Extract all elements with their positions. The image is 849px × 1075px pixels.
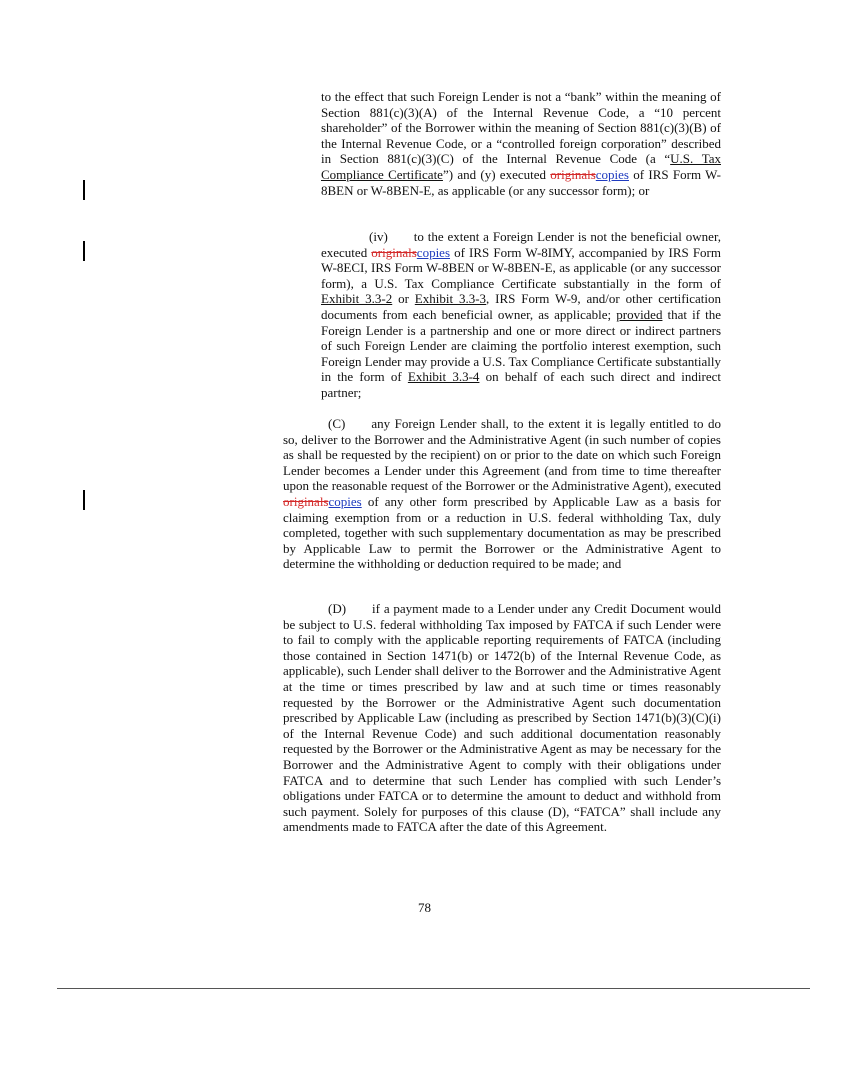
inserted-text: copies [328,493,362,509]
text-run: that if the Foreign Lender is a partnership and one or more direct or indirect partners of such Foreign Lender are claiming the portfolio interest exemption, such Foreign Lender may provide a U.S. Tax Compliance Certificate substantially in the form of [321,306,721,385]
clause-label: (iv) [369,229,388,244]
change-bar [83,241,85,261]
exhibit-reference: Exhibit 3.3-3 [414,291,487,307]
paragraph-d [283,601,721,835]
footer-divider [57,988,810,989]
text-run: if a payment made to a Lender under any Credit Document would be subject to U.S. federal withholding Tax imposed by FATCA if such Lender were to fail to comply with the applicable reporting requirements of FATCA (including those contained in Section 1471(b) or 1472(b) of the Internal Revenue Code, as applicable), such Lender shall deliver to the Borrower and the Administrative Agent at the time or times prescribed by law and at such time or times reasonably requested by the Borrower or the Administrative Agent such documentation prescribed by Applicable Law (including as prescribed by Section 1471(b)(3)(C)(i) of the Internal Revenue Code) and such additional documentation reasonably requested by the Borrower or the Administrative Agent as may be necessary for the Borrower and the Administrative Agent to comply with their obligations under FATCA and to determine that such Lender has complied with such Lender’s obligations under FATCA or to determine the amount to deduct and withhold from such payment. Solely for purposes of this clause (D), “FATCA” shall include any amendments made to FATCA after the date of this Agreement. [283,601,721,835]
text-run: or [392,291,415,307]
text-run: to the effect that such Foreign Lender is not a “bank” within the meaning of Section 881(c)(3)(A) of the Internal Revenue Code, a “10 percent shareholder” of the Borrower within the meaning of Section 881(c)(3)(B) of the Internal Revenue Code, or a “controlled foreign corporation” described in Section 881(c)(3)(C) of the Internal Revenue Code (a “ [321,89,721,167]
text-run: to the extent a Foreign Lender is not the beneficial owner, executed [321,229,721,260]
change-bar [83,490,85,510]
text-run: of any other form prescribed by Applicable Law as a basis for claiming exemption from or a reduction in U.S. federal withholding Tax, duly completed, together with such supplementary documentation as may be prescribed by Applicable Law to permit the Borrower or the Administrative Agent to determine the withholding or deduction required to be made; and [283,493,721,572]
clause-label: (D) [328,601,347,616]
text-run: of IRS Form W-8BEN or W-8BEN-E, as applicable (or any successor form); or [321,166,721,198]
deleted-text: originals [283,493,329,509]
deleted-text: originals [371,244,417,260]
text-run: on behalf of each such direct and indirect partner; [321,369,722,400]
text-run: ”) and (y) executed [442,166,551,182]
change-bar [83,180,85,200]
page-number: 78 [418,900,431,915]
inserted-text: copies [595,166,629,182]
inserted-text: copies [416,244,451,260]
text-run: any Foreign Lender shall, to the extent it is legally entitled to do so, deliver to the Borrower and the Administrative Agent (in such number of copies as shall be requested by the recipient) on or prior to the date on which such Foreign Lender becomes a Lender under this Agreement (and from time to time thereafter upon the reasonable request of the Borrower or the Administrative Agent), executed [283,416,721,494]
text-run: of IRS Form W-8IMY, accompanied by IRS Form W-8ECI, IRS Form W-8BEN or W-8BEN-E, as applicable (or any successor form), a U.S. Tax Compliance Certificate substantially in the form of [321,244,721,291]
text-run: , IRS Form W-9, and/or other certification documents from each beneficial owner, as applicable; [321,291,721,322]
deleted-text: originals [550,166,596,182]
clause-label: (C) [328,416,346,431]
provided-term: provided [616,306,663,322]
exhibit-reference: Exhibit 3.3-4 [407,369,480,385]
paragraph-iv [321,229,721,401]
exhibit-reference: Exhibit 3.3-2 [321,291,393,307]
paragraph-c [283,416,721,572]
defined-term: U.S. Tax Compliance Certificate [321,151,721,182]
paragraph-tax-certificate [321,89,721,198]
